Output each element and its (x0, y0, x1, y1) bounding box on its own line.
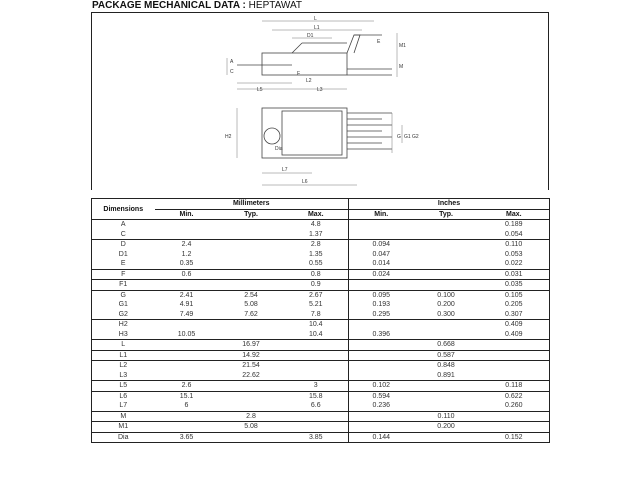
table-subheader-row (92, 209, 550, 220)
mm-max-cell: 1.37 (284, 230, 349, 240)
side-view-bent-lead (347, 35, 360, 53)
in-typ-cell (414, 220, 479, 230)
mm-max-cell (284, 371, 349, 381)
in-min-cell: 0.236 (349, 401, 414, 411)
in-min-cell: 0.102 (349, 381, 414, 392)
in-max-cell: 0.152 (479, 432, 550, 443)
in-typ-cell: 0.200 (414, 422, 479, 433)
in-min-cell (349, 340, 414, 351)
mm-typ-cell (219, 250, 284, 260)
mm-max-cell: 3.85 (284, 432, 349, 443)
mm-typ-cell: 5.08 (244, 301, 258, 309)
in-max-cell (479, 411, 550, 422)
table-row (92, 361, 550, 371)
mm-typ-cell (219, 269, 284, 280)
mm-max-cell: 2.8 (310, 241, 321, 249)
package-outline-drawing (92, 13, 550, 191)
mm-typ-cell (219, 280, 284, 291)
in-min-cell: 0.193 (349, 300, 414, 310)
table-row (92, 432, 550, 443)
mm-min-cell: 10.05 (155, 330, 219, 340)
in-max-cell: 0.035 (479, 280, 550, 291)
mm-min-cell (155, 280, 219, 291)
table-row (92, 391, 550, 401)
mm-typ-cell (219, 381, 284, 392)
label-L7: L7 (282, 167, 288, 173)
dimension-name-cell: E (92, 259, 155, 269)
mm-typ-cell: 7.62 (219, 310, 284, 320)
mm-max-cell: 0.9 (284, 280, 349, 291)
table-row (92, 350, 550, 361)
mm-min-cell: 2.41 (179, 291, 194, 299)
mm-typ-cell (219, 240, 284, 250)
in-max-cell (479, 371, 550, 381)
in-min-cell (349, 320, 414, 330)
in-typ-cell (414, 381, 479, 392)
in-min-cell (349, 220, 414, 230)
dimension-name-cell: D (92, 240, 155, 250)
mm-min-cell: 6 (155, 401, 219, 411)
mm-min-cell (155, 350, 219, 361)
label-G: G (397, 134, 401, 140)
in-min-cell (349, 371, 414, 381)
mm-max-cell: 10.4 (308, 321, 323, 329)
in-typ-cell (414, 259, 479, 269)
mm-max-cell: 3 (284, 381, 349, 392)
in-typ-cell: 0.668 (414, 340, 479, 351)
mm-min-cell: 3.65 (155, 432, 219, 443)
table-row (92, 320, 550, 330)
in-max-cell: 0.105 (479, 290, 550, 300)
mm-typ-cell: 22.62 (219, 371, 284, 381)
dimension-name-cell: L3 (92, 371, 155, 381)
mm-typ-cell (219, 330, 284, 340)
table-row (92, 381, 550, 392)
label-H2: H2 (225, 134, 232, 140)
mm-typ-cell: 16.97 (219, 340, 284, 351)
mm-max-cell: 0.8 (284, 269, 349, 280)
in-min-cell (349, 350, 414, 361)
in-typ-cell: 0.110 (414, 411, 479, 422)
dimension-name-cell: C (92, 230, 155, 240)
in-max-cell: 0.260 (479, 401, 550, 411)
in-min-cell: 0.014 (349, 259, 414, 269)
dimensions-table (91, 198, 550, 443)
in-typ-cell (414, 250, 479, 260)
in-min-cell: 0.144 (349, 432, 414, 443)
mm-max-cell (284, 350, 349, 361)
in-min-cell: 0.396 (349, 330, 414, 340)
mm-typ-cell (219, 391, 284, 401)
in-min-header: Min. (349, 209, 414, 220)
table-row (92, 330, 550, 340)
mm-min-cell: 2.6 (155, 381, 219, 392)
in-min-cell: 0.094 (349, 240, 414, 250)
in-max-cell: 0.205 (479, 300, 550, 310)
table-row (92, 230, 550, 240)
mm-typ-cell: 14.92 (219, 350, 284, 361)
mm-min-cell: 4.91 (179, 301, 194, 309)
dimension-name-cell: L7 (92, 401, 155, 411)
table-row (92, 240, 550, 250)
mm-min-cell (155, 340, 219, 351)
in-max-cell: 0.189 (479, 220, 550, 230)
in-typ-cell (414, 401, 479, 411)
mm-typ-cell (219, 220, 284, 230)
in-max-cell: 0.053 (479, 250, 550, 260)
table-row (92, 269, 550, 280)
dimension-name-cell: F1 (92, 280, 155, 291)
in-max-cell: 0.307 (479, 310, 550, 320)
mm-max-cell (284, 361, 349, 371)
table-row (92, 300, 550, 310)
dimension-name-cell: G2 (92, 310, 155, 320)
label-L6: L6 (302, 179, 308, 185)
mounting-hole (264, 128, 280, 144)
in-max-cell (479, 350, 550, 361)
in-typ-cell: 0.891 (414, 371, 479, 381)
in-typ-cell: 0.300 (414, 310, 479, 320)
label-C: C (230, 69, 234, 75)
dimension-name-cell: H3 (92, 330, 155, 340)
in-max-cell: 0.622 (479, 391, 550, 401)
in-max-cell: 0.118 (479, 381, 550, 392)
table-row (92, 280, 550, 291)
mm-typ-cell (219, 432, 284, 443)
in-min-cell (349, 280, 414, 291)
mm-min-cell (155, 230, 219, 240)
label-L5: L5 (257, 87, 263, 93)
in-max-cell: 0.409 (479, 320, 550, 330)
in-typ-cell (414, 269, 479, 280)
in-typ-cell (414, 320, 479, 330)
mm-min-cell: 0.35 (155, 259, 219, 269)
table-row (92, 310, 550, 320)
in-typ-cell: 0.100 (437, 291, 455, 299)
mm-max-cell (284, 411, 349, 422)
in-max-cell (479, 361, 550, 371)
label-M: M (399, 64, 404, 70)
in-max-cell: 0.409 (479, 330, 550, 340)
mm-typ-cell (219, 320, 284, 330)
dimension-name-cell: L5 (92, 381, 155, 392)
dimension-name-cell: L (92, 340, 155, 351)
mm-min-cell: 1.2 (181, 250, 192, 258)
mm-typ-cell: 21.54 (242, 362, 260, 370)
label-L: L (314, 16, 317, 22)
mm-min-cell: 2.4 (181, 241, 192, 249)
in-min-cell (349, 411, 414, 422)
in-typ-header: Typ. (414, 209, 479, 220)
mm-min-cell: 7.49 (155, 310, 219, 320)
in-typ-cell (414, 230, 479, 240)
mm-max-cell: 5.21 (308, 301, 323, 309)
label-Dia: Dia (275, 146, 283, 152)
in-max-header: Max. (479, 209, 550, 220)
mm-typ-cell (219, 401, 284, 411)
label-L1: L1 (314, 25, 320, 31)
mechanical-drawing (91, 12, 549, 190)
label-A: A (230, 59, 234, 65)
in-min-cell: 0.095 (349, 290, 414, 300)
table-row (92, 250, 550, 260)
in-typ-cell: 0.587 (414, 350, 479, 361)
label-G1: G1 (404, 134, 411, 140)
mm-max-cell: 10.4 (284, 330, 349, 340)
mm-min-cell (155, 220, 219, 230)
dimensions-header: Dimensions (92, 199, 155, 220)
mm-max-cell: 0.55 (284, 259, 349, 269)
mm-typ-cell (219, 259, 284, 269)
in-max-cell: 0.054 (479, 230, 550, 240)
in-min-cell (349, 361, 414, 371)
table-row (92, 290, 550, 300)
mm-typ-cell (219, 230, 284, 240)
dimension-name-cell: Dia (92, 432, 155, 443)
side-view-body (262, 53, 347, 75)
table-row (92, 401, 550, 411)
in-max-cell: 0.031 (479, 269, 550, 280)
dimension-name-cell: G (92, 290, 155, 300)
in-min-cell: 0.594 (349, 391, 414, 401)
mm-typ-cell: 2.8 (219, 411, 284, 422)
mm-typ-cell: 2.54 (244, 291, 258, 299)
dimension-name-cell: M (92, 411, 155, 422)
dimension-name-cell: H2 (92, 320, 155, 330)
in-typ-cell (414, 330, 479, 340)
mm-max-cell: 7.8 (284, 310, 349, 320)
in-max-cell: 0.110 (479, 240, 550, 250)
table-row (92, 411, 550, 422)
in-typ-cell (414, 280, 479, 291)
dimension-name-cell: L2 (92, 361, 155, 371)
side-view-tab (292, 43, 302, 53)
in-max-cell: 0.022 (479, 259, 550, 269)
table-row (92, 220, 550, 230)
title-package-name: HEPTAWAT (248, 0, 303, 11)
in-max-cell (479, 422, 550, 433)
page-title (92, 0, 302, 12)
mm-typ-cell: 5.08 (219, 422, 284, 433)
mm-min-cell (155, 320, 219, 330)
label-G2: G2 (412, 134, 419, 140)
mm-max-cell: 2.67 (308, 291, 323, 299)
mm-max-cell: 4.8 (310, 221, 321, 229)
dimension-name-cell: M1 (92, 422, 155, 433)
label-E: E (377, 39, 381, 45)
title-bold: PACKAGE MECHANICAL DATA : (92, 0, 246, 11)
mm-typ-header: Typ. (219, 209, 284, 220)
in-typ-cell (414, 391, 479, 401)
dimension-name-cell: D1 (92, 250, 155, 260)
dimension-name-cell: L6 (92, 391, 155, 401)
in-max-cell (479, 340, 550, 351)
label-D1: D1 (307, 33, 314, 39)
dimension-name-cell: G1 (92, 300, 155, 310)
mm-max-header: Max. (284, 209, 349, 220)
in-typ-cell: 0.200 (437, 301, 455, 309)
table-header-row (92, 199, 550, 210)
mm-min-cell: 0.6 (155, 269, 219, 280)
mm-min-cell (155, 422, 219, 433)
table-row (92, 340, 550, 351)
mm-max-cell: 15.8 (308, 392, 323, 400)
in-min-cell: 0.295 (349, 310, 414, 320)
mm-max-cell (284, 340, 349, 351)
in-typ-cell: 0.848 (437, 362, 455, 370)
in-typ-cell (414, 240, 479, 250)
mm-max-cell (284, 422, 349, 433)
mm-min-cell (155, 371, 219, 381)
in-typ-cell (414, 432, 479, 443)
in-min-cell (349, 422, 414, 433)
in-min-cell: 0.024 (349, 269, 414, 280)
inches-header: Inches (349, 199, 550, 210)
table-row (92, 422, 550, 433)
mm-max-cell: 6.6 (284, 401, 349, 411)
dimension-name-cell: L1 (92, 350, 155, 361)
label-M1: M1 (399, 43, 406, 49)
dimension-name-cell: A (92, 220, 155, 230)
label-L2: L2 (306, 78, 312, 84)
label-L3: L3 (317, 87, 323, 93)
mm-min-header: Min. (155, 209, 219, 220)
millimeters-header: Millimeters (155, 199, 349, 210)
dimension-name-cell: F (92, 269, 155, 280)
mm-min-cell: 15.1 (179, 392, 194, 400)
label-F: F (297, 71, 301, 77)
mm-min-cell (155, 361, 219, 371)
in-min-cell (349, 230, 414, 240)
table-row (92, 371, 550, 381)
mm-max-cell: 1.35 (308, 250, 323, 258)
in-min-cell: 0.047 (349, 250, 414, 260)
mm-min-cell (155, 411, 219, 422)
table-row (92, 259, 550, 269)
